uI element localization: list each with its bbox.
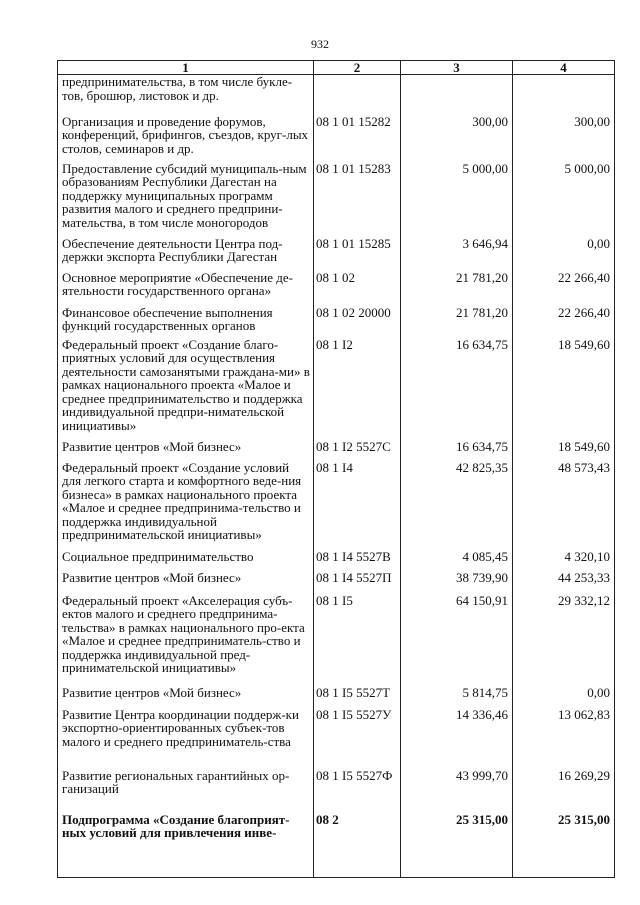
row-value-4: 0,00 <box>513 686 615 708</box>
row-value-4: 22 266,40 <box>513 271 615 306</box>
row-code: 08 2 <box>314 813 401 878</box>
row-value-3: 4 085,45 <box>401 550 513 571</box>
table-row <box>58 708 615 769</box>
table-row <box>58 813 615 878</box>
table-row <box>58 686 615 708</box>
row-value-4: 22 266,40 <box>513 306 615 338</box>
row-code: 08 1 I5 <box>314 594 401 686</box>
header-row <box>58 61 615 75</box>
row-value-3: 5 000,00 <box>401 162 513 237</box>
table-row <box>58 594 615 686</box>
row-value-4: 18 549,60 <box>513 440 615 461</box>
row-name: Федеральный проект «Создание благо-приятных условий для осуществления деятельности самозанятыми граждана-ми» в рамках национального проекта «Малое и среднее предпринимательство и поддержка индивидуальной предпри-нимательской инициативы» <box>58 338 314 440</box>
page-number: 932 <box>311 37 329 51</box>
row-name: Обеспечение деятельности Центра под-держки экспорта Республики Дагестан <box>58 237 314 271</box>
header-col-4: 4 <box>513 61 615 75</box>
row-name: Развитие региональных гарантийных ор-ганизаций <box>58 769 314 813</box>
table-row <box>58 162 615 237</box>
header-col-3: 3 <box>401 61 513 75</box>
row-value-4 <box>513 75 615 115</box>
table-row <box>58 550 615 571</box>
table-row <box>58 237 615 271</box>
row-value-4: 0,00 <box>513 237 615 271</box>
row-code: 08 1 I4 <box>314 461 401 550</box>
row-code: 08 1 I5 5527Т <box>314 686 401 708</box>
row-code: 08 1 I5 5527Ф <box>314 769 401 813</box>
header-col-1: 1 <box>58 61 314 75</box>
table-row <box>58 306 615 338</box>
row-name: Предоставление субсидий муниципаль-ным образованиям Республики Дагестан на поддержку муниципальных программ развития малого и среднего предприни-мательства, в том числе моногородов <box>58 162 314 237</box>
row-code: 08 1 01 15282 <box>314 115 401 162</box>
budget-table <box>57 60 615 878</box>
row-value-4: 44 253,33 <box>513 571 615 594</box>
row-name: Федеральный проект «Акселерация субъ-ектов малого и среднего предпринима-тельства» в рамках национального про-екта «Малое и среднее предприниматель-ство и поддержка индивидуальной пред-принимательской инициативы» <box>58 594 314 686</box>
row-value-4: 48 573,43 <box>513 461 615 550</box>
row-value-3: 64 150,91 <box>401 594 513 686</box>
row-code: 08 1 I5 5527У <box>314 708 401 769</box>
row-value-4: 16 269,29 <box>513 769 615 813</box>
row-name: Финансовое обеспечение выполнения функций государственных органов <box>58 306 314 338</box>
row-value-3: 16 634,75 <box>401 338 513 440</box>
row-code: 08 1 02 20000 <box>314 306 401 338</box>
row-name: Социальное предпринимательство <box>58 550 314 571</box>
row-value-3: 25 315,00 <box>401 813 513 878</box>
row-code: 08 1 01 15283 <box>314 162 401 237</box>
row-value-3: 16 634,75 <box>401 440 513 461</box>
table-row <box>58 769 615 813</box>
row-value-4: 5 000,00 <box>513 162 615 237</box>
row-name: Организация и проведение форумов, конференций, брифингов, съездов, круг-лых столов, семинаров и др. <box>58 115 314 162</box>
row-code <box>314 75 401 115</box>
table-row <box>58 571 615 594</box>
table-row <box>58 440 615 461</box>
row-name: Развитие центров «Мой бизнес» <box>58 440 314 461</box>
row-value-3: 3 646,94 <box>401 237 513 271</box>
row-name: предпринимательства, в том числе букле-тов, брошюр, листовок и др. <box>58 75 314 115</box>
row-name: Развитие Центра координации поддерж-ки экспортно-ориентированных субъек-тов малого и среднего предприниматель-ства <box>58 708 314 769</box>
row-value-3: 5 814,75 <box>401 686 513 708</box>
row-value-3: 300,00 <box>401 115 513 162</box>
table-row <box>58 271 615 306</box>
row-code: 08 1 I2 5527С <box>314 440 401 461</box>
table-row <box>58 75 615 115</box>
header-col-2: 2 <box>314 61 401 75</box>
row-value-3: 38 739,90 <box>401 571 513 594</box>
row-value-4: 4 320,10 <box>513 550 615 571</box>
row-value-3: 14 336,46 <box>401 708 513 769</box>
row-code: 08 1 I2 <box>314 338 401 440</box>
row-name: Федеральный проект «Создание условий для легкого старта и комфортного веде-ния бизнеса» в рамках национального проекта «Малое и среднее предпринима-тельство и поддержка индивидуальной предпринимательской инициативы» <box>58 461 314 550</box>
row-name: Развитие центров «Мой бизнес» <box>58 686 314 708</box>
row-value-4: 13 062,83 <box>513 708 615 769</box>
row-value-3 <box>401 75 513 115</box>
row-value-4: 300,00 <box>513 115 615 162</box>
row-value-4: 25 315,00 <box>513 813 615 878</box>
row-name: Развитие центров «Мой бизнес» <box>58 571 314 594</box>
row-code: 08 1 I4 5527В <box>314 550 401 571</box>
row-name: Основное мероприятие «Обеспечение де-ятельности государственного органа» <box>58 271 314 306</box>
row-value-3: 21 781,20 <box>401 306 513 338</box>
row-code: 08 1 I4 5527П <box>314 571 401 594</box>
table-row <box>58 115 615 162</box>
row-name: Подпрограмма «Создание благоприят-ных условий для привлечения инве- <box>58 813 314 878</box>
row-value-3: 43 999,70 <box>401 769 513 813</box>
row-value-4: 29 332,12 <box>513 594 615 686</box>
table-row <box>58 461 615 550</box>
table-row <box>58 338 615 440</box>
row-value-3: 21 781,20 <box>401 271 513 306</box>
row-code: 08 1 01 15285 <box>314 237 401 271</box>
row-code: 08 1 02 <box>314 271 401 306</box>
row-value-3: 42 825,35 <box>401 461 513 550</box>
row-value-4: 18 549,60 <box>513 338 615 440</box>
